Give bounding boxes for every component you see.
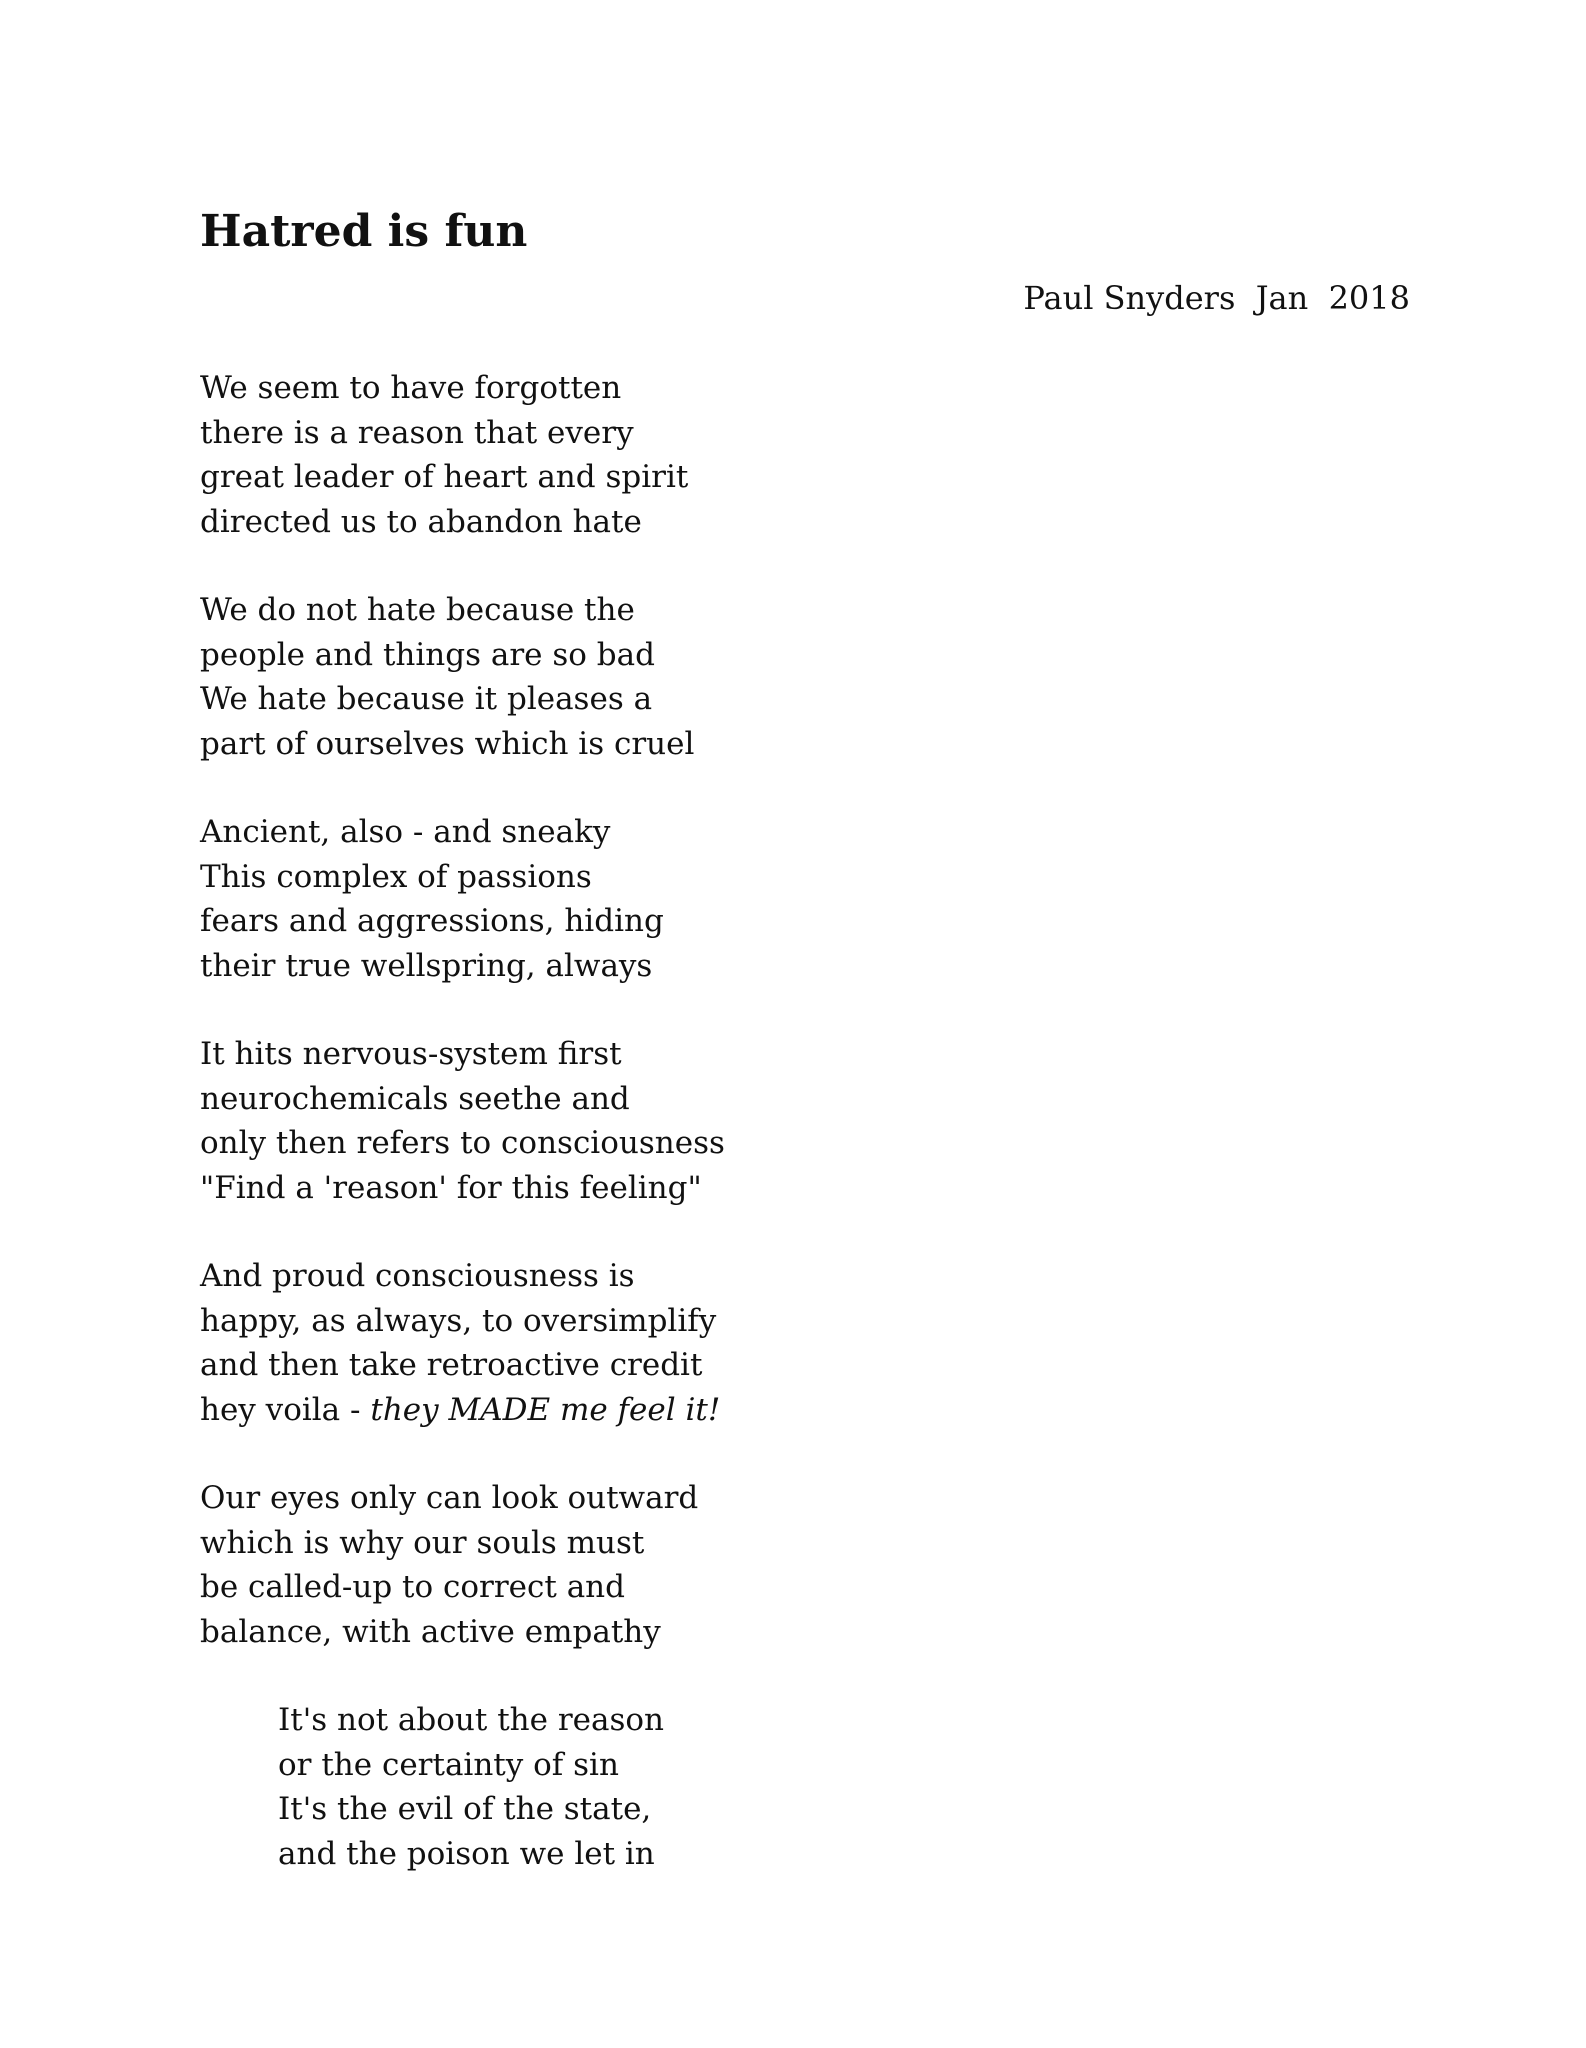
poem-line: happy, as always, to oversimplify (200, 1302, 717, 1339)
poem-line-plain-part: hey voila - (200, 1391, 371, 1428)
poem-line: It's not about the reason (278, 1702, 665, 1738)
poem-line: This complex of passions (200, 858, 592, 895)
poem-line: or the certainty of sin (278, 1746, 619, 1783)
poem-line: balance, with active empathy (200, 1613, 661, 1650)
poem-line: great leader of heart and spirit (200, 459, 689, 495)
poem-line: We seem to have forgotten (200, 370, 622, 406)
poem-line-mixed (200, 1388, 1100, 1433)
poem-line: "Find a 'reason' for this feeling" (200, 1169, 702, 1206)
poem-line: Ancient, also - and sneaky (200, 814, 611, 850)
poem-line: and then take retroactive credit (200, 1347, 703, 1383)
poem-line: directed us to abandon hate (200, 503, 642, 540)
poem-byline: Paul Snyders Jan 2018 (1023, 279, 1410, 317)
poem-line: We hate because it pleases a (200, 681, 653, 717)
stanza-7-indented (278, 1698, 1100, 1876)
stanza-1 (200, 366, 1100, 544)
poem-line: people and things are so bad (200, 636, 655, 673)
poem-title: Hatred is fun (200, 206, 528, 257)
poem-line: Our eyes only can look outward (200, 1480, 699, 1516)
poem-body (200, 366, 1100, 1920)
poem-line: only then refers to consciousness (200, 1125, 725, 1161)
poem-line: It hits nervous-system first (200, 1036, 622, 1072)
poem-line: neurochemicals seethe and (200, 1080, 630, 1117)
poem-line: fears and aggressions, hiding (200, 903, 664, 939)
poem-line: and the poison we let in (278, 1835, 655, 1872)
poem-line: And proud consciousness is (200, 1258, 635, 1294)
poem-line: their true wellspring, always (200, 947, 653, 984)
poem-line: We do not hate because the (200, 592, 635, 628)
stanza-3 (200, 810, 1100, 988)
poem-line: be called-up to correct and (200, 1569, 625, 1605)
poem-line: It's the evil of the state, (278, 1791, 652, 1827)
stanza-5 (200, 1254, 1100, 1432)
stanza-2 (200, 588, 1100, 766)
stanza-4 (200, 1032, 1100, 1210)
poem-line: part of ourselves which is cruel (200, 725, 695, 762)
stanza-6 (200, 1476, 1100, 1654)
poem-line: which is why our souls must (200, 1524, 645, 1561)
poem-line-italic-part: they MADE me feel it! (370, 1391, 721, 1428)
poem-line: there is a reason that every (200, 414, 634, 451)
